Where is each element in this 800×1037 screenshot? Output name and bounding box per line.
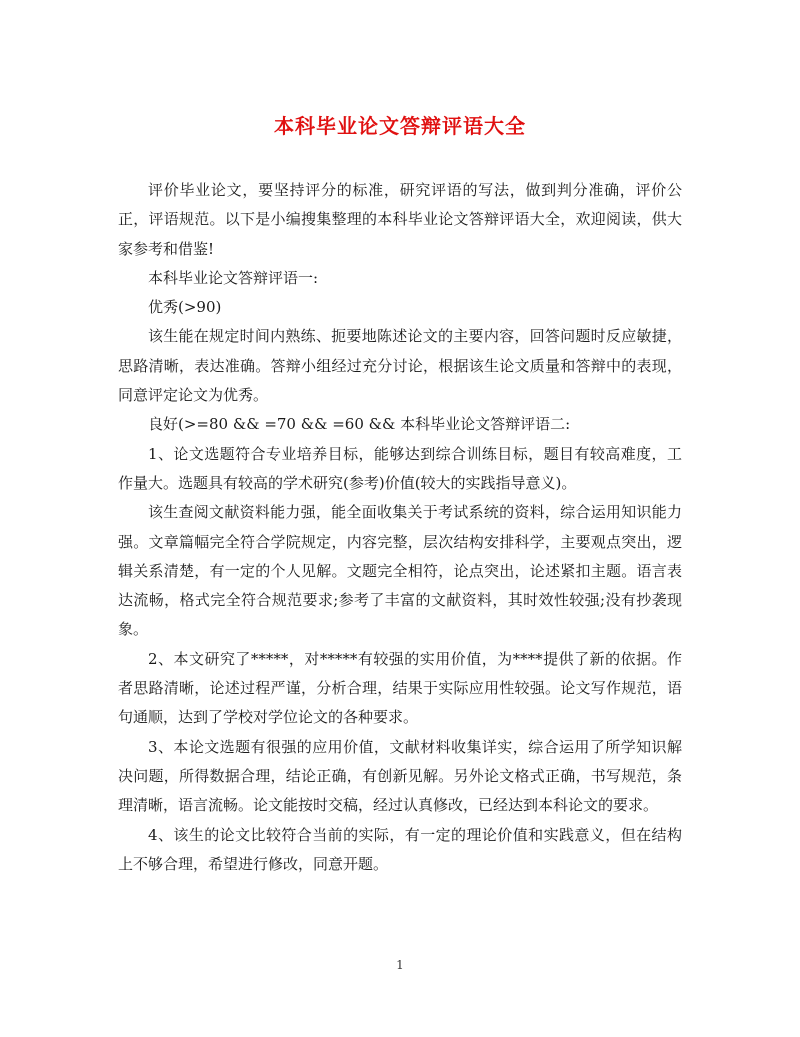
paragraph-comment-1-detail: 该生查阅文献资料能力强，能全面收集关于考试系统的资料，综合运用知识能力强。文章篇幅完全符合学院规定，内容完整，层次结构安排科学，主要观点突出，逻辑关系清楚，有一定的个人见解。文题完全相符，论点突出，论述紧扣主题。语言表达流畅，格式完全符合规范要求;参考了丰富的文献资料，其时效性较强;没有抄袭现象。 [118, 503, 682, 639]
paragraph-comment-4: 4、该生的论文比较符合当前的实际，有一定的理论价值和实践意义，但在结构上不够合理，希望进行修改，同意开题。 [118, 825, 682, 873]
paragraph-heading-two: 良好(>=80 && =70 && =60 && 本科毕业论文答辩评语二: [148, 415, 571, 434]
page-number: 1 [396, 958, 404, 972]
document-body [118, 176, 682, 879]
paragraph-heading-one: 本科毕业论文答辩评语一: [148, 268, 319, 287]
document-title: 本科毕业论文答辩评语大全 [274, 114, 526, 138]
paragraph-intro: 评价毕业论文，要坚持评分的标准，研究评语的写法，做到判分准确，评价公正，评语规范。以下是小编搜集整理的本科毕业论文答辩评语大全，欢迎阅读，供大家参考和借鉴! [118, 181, 682, 258]
paragraph-comment-2: 2、本文研究了*****，对*****有较强的实用价值，为****提供了新的依据。作者思路清晰，论述过程严谨，分析合理，结果于实际应用性较强。论文写作规范，语句通顺，达到了学校对学位论文的各种要求。 [118, 649, 682, 727]
paragraph-grade-excellent: 优秀(>90) [148, 298, 222, 317]
paragraph-comment-3: 3、本论文选题有很强的应用价值，文献材料收集详实，综合运用了所学知识解决问题，所得数据合理，结论正确，有创新见解。另外论文格式正确，书写规范，条理清晰，语言流畅。论文能按时交稿，经过认真修改，已经达到本科论文的要求。 [118, 737, 682, 815]
paragraph-excellent-comment: 该生能在规定时间内熟练、扼要地陈述论文的主要内容，回答问题时反应敏捷，思路清晰，表达准确。答辩小组经过充分讨论，根据该生论文质量和答辩中的表现，同意评定论文为优秀。 [118, 327, 682, 405]
paragraph-comment-1: 1、论文选题符合专业培养目标，能够达到综合训练目标，题目有较高难度，工作量大。选题具有较高的学术研究(参考)价值(较大的实践指导意义)。 [118, 444, 682, 492]
